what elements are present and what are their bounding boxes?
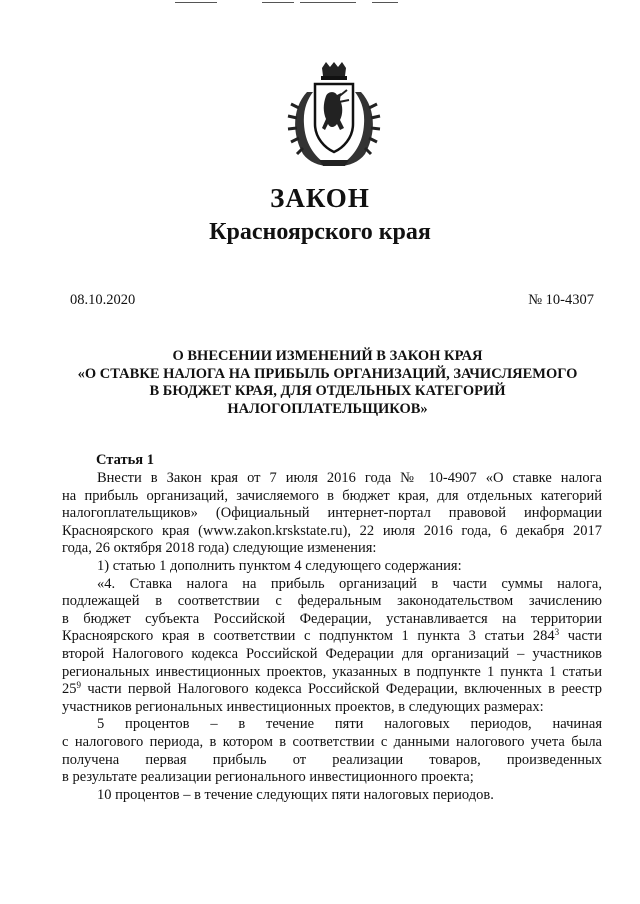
scan-artifact-lines — [0, 0, 640, 6]
article-heading: Статья 1 — [96, 452, 154, 468]
subject-line: О ВНЕСЕНИИ ИЗМЕНЕНИЙ В ЗАКОН КРАЯ — [172, 348, 483, 364]
subject-line: НАЛОГОПЛАТЕЛЬЩИКОВ» — [227, 400, 428, 417]
paragraph-line: Красноярского края (www.zakon.krskstate.ru), 22 июля 2016 года, 6 декабря 2017 — [62, 522, 602, 539]
paragraph-line: налогоплательщиков» (Официальный интернет-портал правовой информации — [62, 505, 602, 522]
paragraph-line: подлежащей в соответствии с федеральным законодательством зачислению — [62, 593, 602, 610]
issuing-region: Красноярского края — [209, 219, 431, 245]
subject-line: «О СТАВКЕ НАЛОГА НА ПРИБЫЛЬ ОРГАНИЗАЦИЙ, ЗАЧИСЛЯЕМОГО — [77, 365, 578, 382]
law-subject-heading — [60, 348, 595, 418]
paragraph-line: на прибыль организаций, зачисляемого в бюджет края, для отдельных категорий — [62, 487, 602, 504]
paragraph-line: участников региональных инвестиционных проектов, в следующих размерах: — [62, 698, 544, 715]
coat-of-arms-emblem — [285, 62, 383, 170]
paragraph-line: получена первая прибыль от реализации товаров, произведенных — [62, 751, 602, 768]
paragraph-line: года, 26 октября 2018 года) следующие изменения: — [62, 540, 377, 557]
line-text: части первой Налогового кодекса Российской Федерации, включенных в реестр — [81, 681, 602, 698]
paragraph-line: Внести в Закон края от 7 июля 2016 года № 10-4907 «О ставке налога — [97, 470, 602, 486]
line-text: 25 — [62, 681, 77, 698]
article-superscript: 3 — [554, 627, 560, 638]
paragraph-line: 5 процентов – в течение пяти налоговых периодов, начиная — [97, 716, 602, 733]
article-body — [62, 470, 602, 804]
paragraph-line: региональных инвестиционных проектов, указанных в подпункте 1 пункта 1 статьи — [62, 663, 602, 680]
article-superscript: 9 — [76, 680, 81, 691]
paragraph-line: второй Налогового кодекса Российской Федерации для организаций – участников — [62, 645, 602, 662]
document-title: ЗАКОН — [270, 183, 370, 213]
paragraph-line: 1) статью 1 дополнить пунктом 4 следующего содержания: — [97, 557, 462, 574]
law-date: 08.10.2020 — [70, 292, 136, 308]
law-number: № 10-4307 — [528, 292, 594, 308]
paragraph-line-with-superscript — [62, 681, 602, 699]
paragraph-line: 10 процентов – в течение следующих пяти налоговых периодов. — [97, 786, 494, 803]
paragraph-line: в результате реализации регионального инвестиционного проекта; — [62, 769, 474, 786]
line-text: части — [559, 628, 602, 645]
paragraph-line-with-superscript — [62, 628, 602, 646]
paragraph-line: с налогового периода, в котором в соответствии с данными налогового учета была — [62, 733, 602, 750]
paragraph-line: «4. Ставка налога на прибыль организаций в части суммы налога, — [97, 575, 602, 592]
line-text: Красноярского края в соответствии с подпунктом 1 пункта 3 статьи 284 — [62, 628, 555, 645]
subject-line: В БЮДЖЕТ КРАЯ, ДЛЯ ОТДЕЛЬНЫХ КАТЕГОРИЙ — [149, 383, 506, 399]
paragraph-line: в бюджет субъекта Российской Федерации, устанавливается на территории — [62, 610, 602, 627]
